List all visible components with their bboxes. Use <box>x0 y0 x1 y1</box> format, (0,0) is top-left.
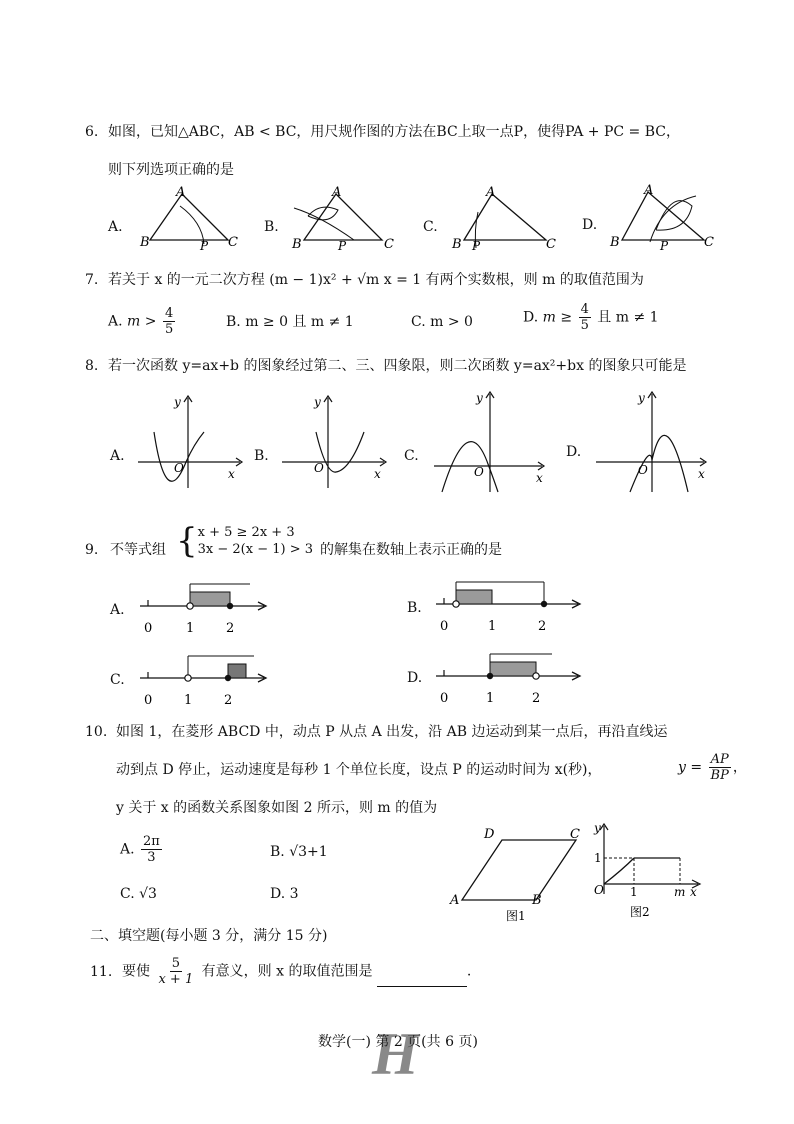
q6c-label-b: B <box>452 237 462 252</box>
q8c-x: x <box>536 471 543 485</box>
q7-option-d[interactable] <box>523 302 659 333</box>
q7-option-a[interactable] <box>108 306 177 337</box>
q9c-tick-0: 0 <box>144 693 153 708</box>
section2-heading: 二、填空题(每小题 3 分，满分 15 分) <box>90 928 328 944</box>
q9-stem-post: 的解集在数轴上表示正确的是 <box>320 542 502 558</box>
q6a-label-c: C <box>228 235 238 250</box>
q10-fig2-x: x <box>690 885 697 899</box>
q10-fig1-caption: 图1 <box>506 909 526 923</box>
q8-number: 8. <box>85 358 99 374</box>
q6d-label-b: B <box>610 235 620 250</box>
q10-line2-end: ， <box>732 759 747 776</box>
q11-fraction <box>156 956 195 987</box>
q6-figure-d <box>608 184 718 252</box>
q10-y-eq: y = <box>678 759 703 776</box>
q10-fig2-one-x: 1 <box>630 885 638 899</box>
q10-option-b[interactable]: B. √3+1 <box>270 844 328 860</box>
q8-graph-b <box>276 392 394 492</box>
q10-line3: y 关于 x 的函数关系图象如图 2 所示，则 m 的值为 <box>116 800 438 816</box>
q10a-frac-num: 2π <box>143 834 160 849</box>
q7d-frac-num: 4 <box>580 302 589 317</box>
q9d-tick-1: 1 <box>486 691 495 706</box>
q9-number: 9. <box>85 542 99 558</box>
q9b-tick-2: 2 <box>538 619 547 634</box>
q10-figure2-graph <box>588 818 708 924</box>
q6-option-a-label[interactable]: A. <box>108 219 123 235</box>
q10-line1: 如图 1，在菱形 ABCD 中，动点 P 从点 A 出发，沿 AB 边运动到某一点后，再沿直线运 <box>116 724 668 740</box>
q6a-label-p: P <box>200 239 209 252</box>
q8d-x: x <box>698 467 705 481</box>
q10a-label: A. <box>120 841 135 858</box>
q11-pre: 要使 <box>122 963 150 980</box>
q8b-y: y <box>314 395 321 409</box>
q8-option-c-label[interactable]: C. <box>404 448 419 464</box>
q8b-origin: O <box>314 461 324 475</box>
q6a-label-a: A <box>176 186 186 200</box>
q9b-tick-1: 1 <box>488 619 497 634</box>
q10-fig2-origin: O <box>594 883 604 897</box>
q8-graph-a <box>132 392 250 492</box>
q11-number: 11. <box>90 964 113 980</box>
q8c-y: y <box>476 391 483 405</box>
q8b-x: x <box>374 467 381 481</box>
q8d-origin: O <box>638 463 648 477</box>
q7d-fraction <box>579 302 591 333</box>
q10-option-d[interactable]: D. 3 <box>270 886 299 902</box>
q6a-label-b: B <box>140 235 150 250</box>
q8d-y: y <box>638 391 645 405</box>
q6-option-d-label[interactable]: D. <box>582 217 598 233</box>
q6-stem-line2: 则下列选项正确的是 <box>108 162 234 178</box>
q6d-label-c: C <box>704 235 714 250</box>
q10-option-c[interactable]: C. √3 <box>120 886 157 902</box>
q8a-x: x <box>228 467 235 481</box>
q10-line2: 动到点 D 停止，运动速度是每秒 1 个单位长度，设点 P 的运动时间为 x(秒)， <box>116 762 602 778</box>
q7-option-b[interactable]: B. m ≥ 0 且 m ≠ 1 <box>226 314 354 330</box>
q10-figure1-rhombus <box>448 824 588 924</box>
q9d-tick-0: 0 <box>440 691 449 706</box>
q9-numberline-a <box>134 578 274 638</box>
q9-option-b-label[interactable]: B. <box>407 600 422 616</box>
q8a-y: y <box>174 395 181 409</box>
q10a-fraction <box>141 834 162 865</box>
q8-option-d-label[interactable]: D. <box>566 444 582 460</box>
q7a-label: A. <box>108 313 123 330</box>
q10-fig1-c: C <box>570 827 580 842</box>
q9-numberline-c <box>134 648 274 708</box>
q10-number: 10. <box>85 724 108 740</box>
q7a-frac-den: 5 <box>164 322 174 337</box>
q9a-tick-2: 2 <box>226 621 235 636</box>
q7d-frac-den: 5 <box>580 318 589 333</box>
q7d-label: D. <box>523 309 539 326</box>
q6c-label-c: C <box>546 237 556 252</box>
q11-frac-num: 5 <box>171 956 180 971</box>
q6-figure-a <box>136 186 246 252</box>
q8-option-a-label[interactable]: A. <box>110 448 125 464</box>
q11-end: . <box>466 963 472 980</box>
q9-option-a-label[interactable]: A. <box>110 602 125 618</box>
q9-option-d-label[interactable]: D. <box>407 670 423 686</box>
q8-graph-d <box>590 388 714 496</box>
q9-stem-pre: 不等式组 <box>110 542 166 558</box>
q10-frac-den: BP <box>710 768 729 783</box>
q9d-tick-2: 2 <box>532 691 541 706</box>
q7a-fraction <box>163 306 175 337</box>
q9-option-c-label[interactable]: C. <box>110 672 125 688</box>
q6-option-c-label[interactable]: C. <box>423 219 438 235</box>
q10a-frac-den: 3 <box>147 850 156 865</box>
q6b-label-c: C <box>384 237 394 252</box>
q10-fig2-y: y <box>594 821 601 835</box>
q7-number: 7. <box>85 272 99 288</box>
q8-option-b-label[interactable]: B. <box>254 448 269 464</box>
q10-y-equals <box>678 752 747 783</box>
q10-fraction <box>709 752 731 783</box>
q9-ineq2: 3x − 2(x − 1) > 3 <box>197 542 314 557</box>
q6d-label-p: P <box>660 239 669 252</box>
q10-fig1-d: D <box>484 827 495 842</box>
q10-frac-num: AP <box>710 752 729 767</box>
q11-post: 有意义，则 x 的取值范围是 <box>201 963 373 980</box>
q6-stem-line1: 如图，已知△ABC，AB < BC，用尺规作图的方法在BC上取一点P，使得PA + PC = BC， <box>108 124 681 140</box>
q9a-tick-0: 0 <box>144 621 153 636</box>
q9-numberline-b <box>432 576 582 636</box>
q9-brace: { <box>176 521 198 561</box>
q7d-tail: 且 m ≠ 1 <box>597 309 659 326</box>
q11-frac-den: x + 1 <box>158 972 194 987</box>
q10-fig1-a: A <box>450 893 460 908</box>
q9c-tick-1: 1 <box>184 693 193 708</box>
q6-figure-b <box>290 186 400 252</box>
watermark-logo: H <box>372 1021 419 1087</box>
page-footer: 数学(一) 第 2 页(共 6 页) <box>318 1034 478 1050</box>
q9b-tick-0: 0 <box>440 619 449 634</box>
q10-fig2-m: m <box>674 885 686 899</box>
q9-ineq1: x + 5 ≥ 2x + 3 <box>197 525 295 540</box>
q6b-label-b: B <box>292 237 302 252</box>
q7-stem: 若关于 x 的一元二次方程 (m − 1)x² + √m x = 1 有两个实数根，则 m 的取值范围为 <box>108 272 644 288</box>
q6-number: 6. <box>85 124 99 140</box>
q6c-label-a: A <box>486 186 496 200</box>
q9c-tick-2: 2 <box>224 693 233 708</box>
q9-inequality-system <box>176 521 314 561</box>
q9-system-lines <box>198 524 313 558</box>
q10-option-a[interactable] <box>120 834 164 865</box>
q7-option-c[interactable]: C. m > 0 <box>411 314 473 330</box>
q6b-label-p: P <box>338 239 347 252</box>
q10-fig2-one-y: 1 <box>594 851 602 865</box>
q10-fig2-caption: 图2 <box>630 905 650 919</box>
q9-numberline-d <box>432 646 582 706</box>
q11-answer-blank[interactable] <box>377 972 467 987</box>
q7d-text: m ≥ <box>542 309 573 326</box>
q11-stem <box>122 956 471 987</box>
q6-option-b-label[interactable]: B. <box>264 219 279 235</box>
q6c-label-p: P <box>472 239 481 252</box>
q8-graph-c <box>428 388 552 496</box>
q7a-frac-num: 4 <box>164 306 174 321</box>
q9a-tick-1: 1 <box>186 621 195 636</box>
q6b-label-a: A <box>332 186 342 200</box>
q6d-label-a: A <box>644 184 654 198</box>
q7a-text: m > <box>127 313 157 330</box>
q8c-origin: O <box>474 465 484 479</box>
q6-figure-c <box>450 186 560 252</box>
q8a-origin: O <box>174 461 184 475</box>
q10-fig1-b: B <box>532 893 542 908</box>
q8-stem: 若一次函数 y=ax+b 的图象经过第二、三、四象限，则二次函数 y=ax²+bx 的图象只可能是 <box>108 358 687 374</box>
